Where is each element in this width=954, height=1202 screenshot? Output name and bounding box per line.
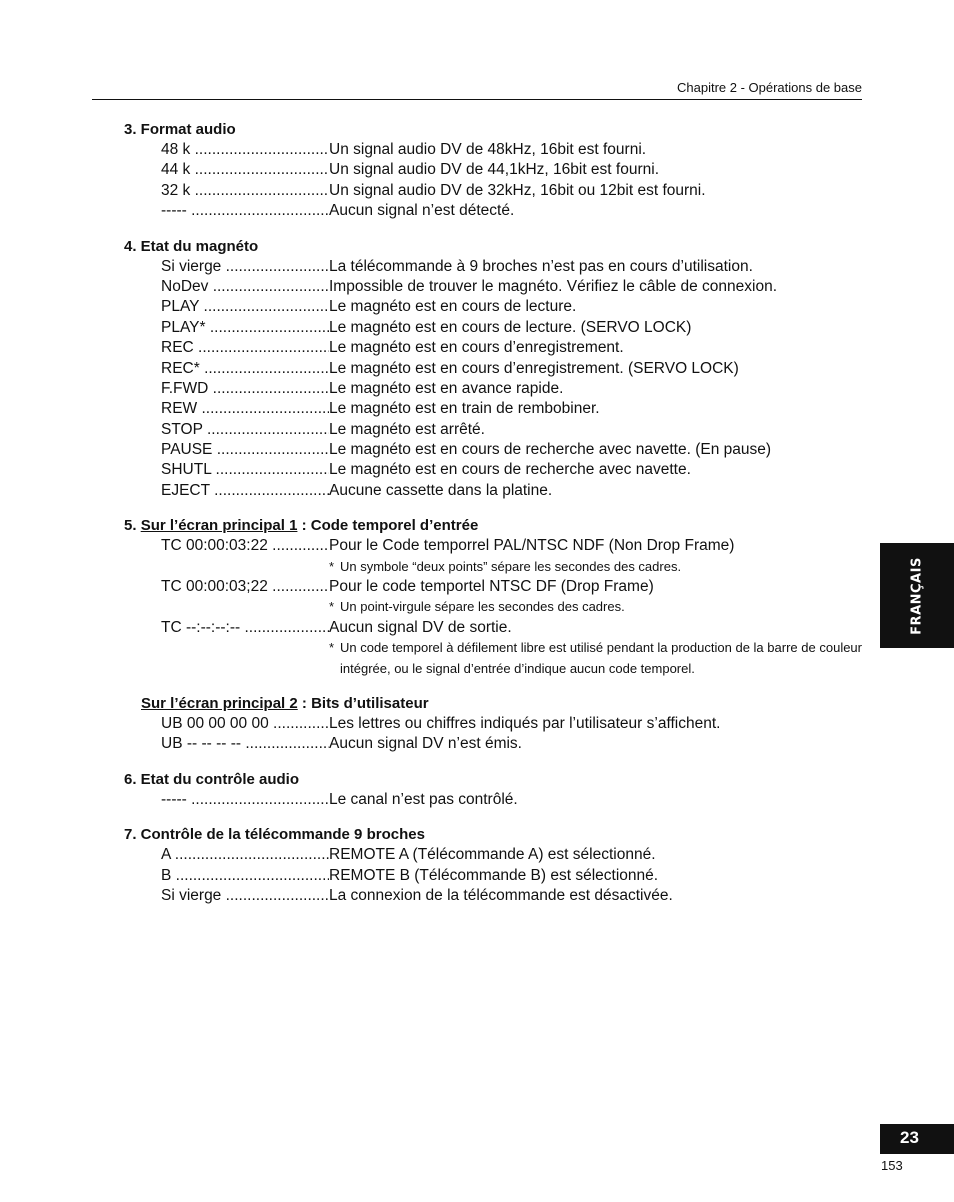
item-term: F.FWD .....	[161, 379, 329, 399]
item-term: EJECT .....	[161, 481, 329, 501]
item-description: Le magnéto est en avance rapide.	[329, 379, 563, 399]
language-tab-label: FRANÇAIS	[909, 556, 925, 635]
item-term: UB -- -- -- -- .....	[161, 734, 329, 754]
item-term: B .....	[161, 866, 329, 886]
item-description: REMOTE B (Télécommande B) est sélectionné.	[329, 866, 658, 886]
item-term: UB 00 00 00 00 .....	[161, 714, 329, 734]
list-item	[124, 297, 862, 317]
item-term: REC* .....	[161, 359, 329, 379]
section-title: 6. Etat du contrôle audio	[124, 770, 300, 788]
list-item	[124, 734, 862, 754]
section-title: 3. Format audio	[124, 121, 236, 138]
footnote-marker: *	[329, 558, 335, 574]
page-number: 23	[900, 1128, 919, 1147]
section-number: 5.	[124, 517, 137, 535]
item-description: Le magnéto est en cours de lecture.	[329, 297, 576, 317]
item-term: ----- .....	[161, 790, 329, 810]
item-term: NoDev .....	[161, 277, 329, 297]
section-title	[124, 516, 862, 536]
footnote-marker: *	[329, 640, 335, 656]
item-term: Si vierge .....	[161, 257, 329, 277]
item-term: TC 00:00:03:22 .....	[161, 536, 329, 556]
list-item	[124, 140, 862, 160]
item-term: SHUTL .....	[161, 460, 329, 480]
section-audio-monitor	[124, 770, 862, 810]
section-title: 7. Contrôle de la télécommande 9 broches	[124, 826, 425, 844]
list-item	[124, 257, 862, 277]
item-term: REW .....	[161, 399, 329, 419]
list-item	[124, 399, 862, 419]
document-body	[124, 120, 862, 921]
footnote-marker: *	[329, 599, 335, 615]
list-item	[124, 318, 862, 338]
language-tab	[880, 543, 954, 648]
item-description: Le canal n’est pas contrôlé.	[329, 790, 518, 810]
item-description: La télécommande à 9 broches n’est pas en cours d’utilisation.	[329, 257, 753, 277]
list-item	[124, 886, 862, 906]
item-description: Le magnéto est en cours d’enregistrement. (SERVO LOCK)	[329, 359, 739, 379]
list-item	[124, 277, 862, 297]
section-title	[124, 694, 862, 714]
item-term: 32 k .....	[161, 181, 329, 201]
item-term: A .....	[161, 845, 329, 865]
item-term: PLAY* .....	[161, 318, 329, 338]
item-term: TC 00:00:03;22 .....	[161, 577, 329, 597]
item-description: Pour le Code temporrel PAL/NTSC NDF (Non Drop Frame)	[329, 536, 734, 556]
list-item	[124, 201, 862, 221]
list-item	[124, 790, 862, 810]
item-description: Aucune cassette dans la platine.	[329, 481, 552, 501]
list-item	[124, 440, 862, 460]
item-description: Pour le code temportel NTSC DF (Drop Frame)	[329, 577, 654, 597]
item-description: Le magnéto est en cours de recherche avec navette.	[329, 460, 691, 480]
list-item	[124, 160, 862, 180]
item-description: REMOTE A (Télécommande A) est sélectionné.	[329, 845, 656, 865]
item-description: Le magnéto est en train de rembobiner.	[329, 399, 600, 419]
section-title-rest: : Code temporel d’entrée	[297, 517, 479, 535]
section-title: 4. Etat du magnéto	[124, 237, 259, 255]
list-item	[124, 420, 862, 440]
footnote-text: Un symbole “deux points” sépare les secondes des cadres.	[340, 558, 682, 574]
list-item	[124, 379, 862, 399]
list-item	[124, 536, 862, 556]
item-description: Les lettres ou chiffres indiqués par l’utilisateur s’affichent.	[329, 714, 720, 734]
item-term: PAUSE .....	[161, 440, 329, 460]
section-user-bits	[124, 694, 862, 755]
item-term: REC .....	[161, 338, 329, 358]
item-description: Un signal audio DV de 32kHz, 16bit ou 12bit est fourni.	[329, 181, 706, 201]
list-item	[124, 338, 862, 358]
item-term: TC --:--:--:-- .....	[161, 618, 329, 638]
list-item	[124, 714, 862, 734]
item-term: ----- .....	[161, 201, 329, 221]
item-description: Le magnéto est en cours de recherche avec navette. (En pause)	[329, 440, 771, 460]
footnote	[329, 557, 862, 577]
section-remote-control	[124, 825, 862, 906]
list-item	[124, 577, 862, 597]
item-description: La connexion de la télécommande est désactivée.	[329, 886, 673, 906]
item-description: Le magnéto est en cours de lecture. (SERVO LOCK)	[329, 318, 691, 338]
item-description: Aucun signal DV de sortie.	[329, 618, 512, 638]
list-item	[124, 866, 862, 886]
item-description: Aucun signal DV n’est émis.	[329, 734, 522, 754]
item-term: 44 k .....	[161, 160, 329, 180]
section-title-rest: : Bits d’utilisateur	[297, 695, 429, 713]
chapter-header: Chapitre 2 - Opérations de base	[677, 80, 862, 95]
item-description: Un signal audio DV de 44,1kHz, 16bit est fourni.	[329, 160, 659, 180]
footnote	[329, 597, 862, 617]
section-deck-status	[124, 237, 862, 502]
page-number-box	[880, 1124, 954, 1154]
item-description: Impossible de trouver le magnéto. Vérifiez le câble de connexion.	[329, 277, 777, 297]
item-term: PLAY .....	[161, 297, 329, 317]
footnote-text: Un code temporel à défilement libre est utilisé pendant la production de la barre de couleur intégrée, ou le signal d’entrée d’indique aucun code temporel.	[340, 640, 862, 676]
main-screen-2-label: Sur l’écran principal 2	[141, 695, 298, 713]
list-item	[124, 181, 862, 201]
section-input-timecode	[124, 516, 862, 679]
item-description: Le magnéto est arrêté.	[329, 420, 485, 440]
main-screen-1-label: Sur l’écran principal 1	[140, 517, 298, 535]
header-divider	[92, 99, 862, 100]
item-term: STOP .....	[161, 420, 329, 440]
item-term: 48 k .....	[161, 140, 329, 160]
section-audio-format	[124, 120, 862, 222]
list-item	[124, 359, 862, 379]
item-description: Un signal audio DV de 48kHz, 16bit est fourni.	[329, 140, 646, 160]
item-description: Aucun signal n’est détecté.	[329, 201, 514, 221]
list-item	[124, 481, 862, 501]
footnote-text: Un point-virgule sépare les secondes des cadres.	[340, 599, 625, 615]
item-description: Le magnéto est en cours d’enregistrement.	[329, 338, 624, 358]
list-item	[124, 460, 862, 480]
item-term: Si vierge .....	[161, 886, 329, 906]
list-item	[124, 618, 862, 638]
list-item	[124, 845, 862, 865]
footnote	[329, 638, 862, 679]
page-sub-number: 153	[881, 1158, 903, 1173]
